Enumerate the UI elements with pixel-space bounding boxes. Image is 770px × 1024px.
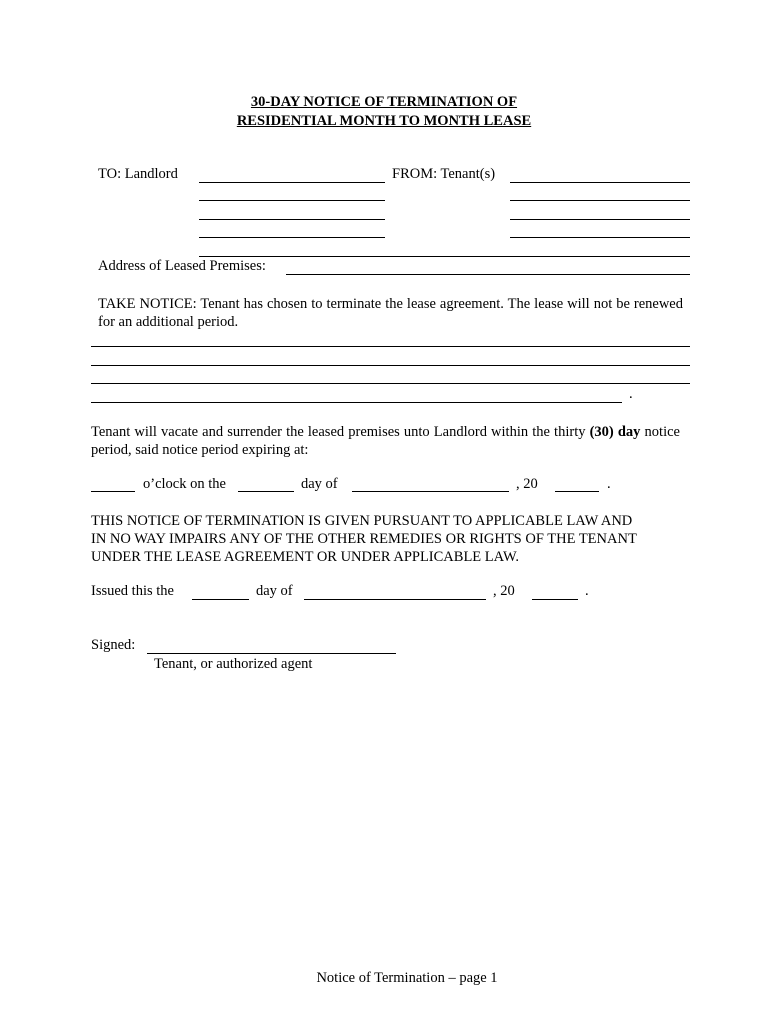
from-tenant-label: FROM: Tenant(s) bbox=[392, 166, 496, 182]
issued-label: Issued this the bbox=[91, 583, 174, 599]
landlord-name-line-3[interactable] bbox=[199, 219, 385, 220]
issued-day-line[interactable] bbox=[192, 599, 249, 600]
landlord-name-line-4[interactable] bbox=[199, 237, 385, 238]
vacate-thirty-days: (30) day bbox=[589, 424, 641, 440]
pursuant-line-3: UNDER THE LEASE AGREEMENT OR UNDER APPLICABLE LAW. bbox=[91, 549, 519, 565]
expiry-hour-line[interactable] bbox=[91, 491, 135, 492]
reason-line-1[interactable] bbox=[91, 346, 690, 347]
issued-year-prefix: , 20 bbox=[493, 583, 515, 599]
signed-label: Signed: bbox=[91, 637, 136, 653]
issued-year-line[interactable] bbox=[532, 599, 578, 600]
tenant-name-line-1[interactable] bbox=[510, 182, 690, 183]
tenant-name-line-4[interactable] bbox=[510, 237, 690, 238]
vacate-paragraph bbox=[91, 423, 680, 459]
expiry-day-line[interactable] bbox=[238, 491, 294, 492]
document-title-line-2: RESIDENTIAL MONTH TO MONTH LEASE bbox=[236, 113, 532, 129]
pursuant-line-2: IN NO WAY IMPAIRS ANY OF THE OTHER REMEDIES OR RIGHTS OF THE TENANT bbox=[91, 531, 637, 547]
document-title-line-1: 30-DAY NOTICE OF TERMINATION OF bbox=[250, 94, 518, 110]
pursuant-line-1: THIS NOTICE OF TERMINATION IS GIVEN PURSUANT TO APPLICABLE LAW AND bbox=[91, 513, 633, 529]
expiry-year-line[interactable] bbox=[555, 491, 599, 492]
issued-end-period: . bbox=[585, 583, 589, 599]
tenant-name-line-3[interactable] bbox=[510, 219, 690, 220]
signature-caption: Tenant, or authorized agent bbox=[154, 656, 313, 672]
expiry-month-line[interactable] bbox=[352, 491, 509, 492]
vacate-text-start: Tenant will vacate and surrender the leased premises unto Landlord within the thirty bbox=[91, 424, 590, 440]
issued-month-line[interactable] bbox=[304, 599, 486, 600]
to-landlord-label: TO: Landlord bbox=[98, 166, 178, 182]
signature-line[interactable] bbox=[147, 653, 396, 654]
reason-line-3[interactable] bbox=[91, 383, 690, 384]
premises-top-line[interactable] bbox=[199, 256, 690, 257]
vacate-text-end: notice period, said notice period expiring at: bbox=[91, 424, 680, 458]
tenant-name-line-2[interactable] bbox=[510, 200, 690, 201]
landlord-name-line-2[interactable] bbox=[199, 200, 385, 201]
landlord-name-line-1[interactable] bbox=[199, 182, 385, 183]
expiry-day-of-label: day of bbox=[301, 476, 338, 492]
expiry-oclock-label: o’clock on the bbox=[143, 476, 226, 492]
take-notice-paragraph: TAKE NOTICE: Tenant has chosen to terminate the lease agreement. The lease will not be renewed for an additional period. bbox=[98, 296, 683, 330]
reason-line-2[interactable] bbox=[91, 365, 690, 366]
premises-address-line[interactable] bbox=[286, 274, 690, 275]
reason-line-end-period: . bbox=[629, 386, 633, 402]
page-footer: Notice of Termination – page 1 bbox=[316, 970, 498, 986]
reason-line-4[interactable] bbox=[91, 402, 622, 403]
expiry-end-period: . bbox=[607, 476, 611, 492]
premises-label: Address of Leased Premises: bbox=[98, 258, 266, 274]
issued-day-of-label: day of bbox=[256, 583, 293, 599]
expiry-year-prefix: , 20 bbox=[516, 476, 538, 492]
